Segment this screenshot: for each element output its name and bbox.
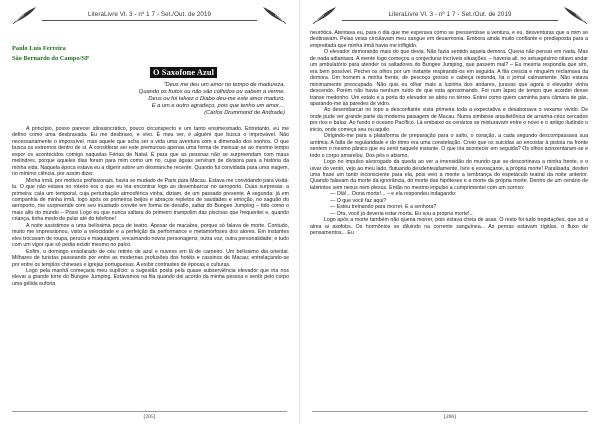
page-number: [206] [444, 414, 456, 420]
author-block [12, 44, 89, 63]
header-divider [42, 20, 257, 21]
right-page [300, 0, 600, 424]
story-body [310, 30, 588, 237]
paragraph: Enfim, o domingo ensolarado de céu retinto de azul e nuvens em lã de carneiro. Um belíssimo dia oriental. Milhares de turistas passeando por entre as modernas profusões dos hotéis e cassinos de Macau; entrelaçando-se por entre os templos chineses e igrejas portuguesas. A exibir contrastes de épocas e culturas. [12, 248, 289, 268]
paragraph: A noite assistimos a uma belíssima peça de teatro. Apesar de macabra, porque só falava de morte. Contudo, muito me impressionou, visto a velocidade e a perfeição da performance e metamorfoses dos atores. Em instantes eles trocavam de roupa, peruca e maquiagem, encarnando novos personagens; outra voz, outra personalidade; e tudo com um vigor que só pedia existir mesmo no palco. [12, 222, 289, 249]
epigraph-attribution: (Carlos Drummond de Andrade) [204, 109, 285, 116]
quill-pen-icon [261, 5, 287, 25]
paragraph: Logo pela manhã começaria meu suplício: a sugestão posta pela quase subserviência elevador que iria nos elevar a grande torre do Bungee Jumping. Estávamos na fila quando dei acordo da minha pessoa e sentir pelo corpo uma gélida euforia [12, 267, 289, 287]
dialogue-line: — Estou treinando para morrer. E a senhora? [330, 204, 437, 211]
paragraph: A princípio, posso parecer idiossincrático, pouco circunspecto e um tanto ensimesmado. Entretanto, eu me defino como uma desbravada. Eu me desbravo, e vivo. É meu ver, é alguém que busca o improvável. Não necessariamente o impossível, mas aquele que acha ser a vida uma aventura com a dimensão dos sonhos. O que busca os extremos dentro de si. A considerar ser este premuroso apenas uma forma de insinuar-se ao mesmo tempo expor os acontecidos comigo naquelas Férias de Natal. É para que as pessoas não se surpreendam com maus melindres, porque aqueles dias foram para mim como um rio, cujas águas serviram de divisora para a história da minha vida. Naquela época estava eu a digerir sobre um desmanche recente. Quando fui convidada para uma viagem, no mínimo ciência, por assim dizer. [12, 126, 289, 178]
author-name: Paulo Luís Ferreira [12, 45, 66, 52]
page-number: [205] [143, 414, 156, 420]
epigraph-line: Quando os frutos ou não são colhidos ou sabem a verme. [138, 88, 285, 95]
footer-divider [312, 411, 588, 412]
paragraph: Dirigindo-me para a plataforma de preparação para o salto, o coração, a cada segundo descompassava sua arritmia. A falta de regularidade e do ritmo era uma constelação. Creio que os suicidas ao encostar à pistola na fronte sentem o mesmo pânico que eu senti naquele instante. O que iria acontecer em seguida? Os olhos acinzentaram-se e todo o corpo amarelou. Dos pés o abismo. [310, 133, 588, 159]
dialogue-line: — Ora, você já deveria estar morta. Eu sou a própria morte!... [330, 210, 474, 217]
epigraph [105, 82, 285, 117]
paragraph: Logo no impulso alvorogado da queda ao ver a imensidão do mundo que se descortinava a minha frente, e o uivar do vento, vejo ao meu lado, flutuando desdenteadamente, livre e esvoaçante, a própria morte! Paralisada, desferi uma frase um tanto inconsciente para ela, pois veio a mente a lembrança do espetáculo teatral da noite anterior. Quando falavam da morte da ignorância, do morte das hipóteses e a morte da própria morte. Dentro de um cenário de labirintos sem nexus nem plexus. Então no mesmo impulso a cumprimentei com um sorriso: [310, 159, 588, 191]
journal-header: LiteraLivre Vl. 3 - nº 1 7 - Set./Out. de 2019 [87, 11, 212, 18]
paragraph: Minha irmã, por motivos profissionais, havia se mudado de Paris para Macau. Estava me convidando para visitá-la. O que não estava no roteiro era o que eu iria encontrar logo ao desembarcar no aeroporto. Duas surpresas: a primeira: caía um temporal, cuja perturbação atmosférica vinha, diziam, de um passado presente. A segunda: já em companhia de minha irmã, logo após os primeiros beijos e abraços repletos de saudades e emoção, no saguão do aeroporto, me surpreende com seu inusitado convite em forma de desafio, saltar do Bungee Jumping – tido como o mais alto do mundo – Possi Logo eu que nunca saltara do primeiro trampolim das piscinas que frequentei e, quando criança, tinha medo de pular até do telefone! [12, 177, 289, 223]
paragraph: Ao desembarcar no topo a desconfiante vista primeira toda a expectativa e desabonava o vexame vivido. De onde pude ver grande parte da moderna paisagem de Macau. Numa simbiose arquitetônica de arranha-céus cercados por rios e baías. Ao fundo o oceano Pacífico. Lá embaixo os cenários se misturavam entre o novo e o antigo iludindo o inicio, onde começa seu ou aquilo. [310, 107, 588, 133]
author-location: São Bernardo do Campo/SP [12, 54, 89, 62]
quill-pen-icon [562, 5, 588, 25]
dialogue-block [310, 191, 588, 217]
epigraph-line: E a um e outro agradeço, pois que tenho um amor.... [151, 102, 285, 109]
footer-divider [12, 411, 287, 412]
story-body [12, 126, 289, 287]
story-title: O Saxofone Azul [150, 67, 217, 78]
epigraph-line: "Deus me deu um amor no tempo de madureza, [163, 82, 285, 88]
paragraph: Logo após a morte também não queria morrer, pois estava cheia de asas. O resto foi tudo trepidações, que só a alma ai asofobs. Os hormônios se diluindo na corrente sanguínea... As pernas estavam rígidas, o fluxo de pensamentos... Eu [310, 217, 588, 237]
epigraph-line: Deus ou foi talvez o Diabo deu-me este amor maduro, [148, 95, 285, 102]
journal-header: LiteraLivre Vl. 3 - nº 1 7 - Set./Out. de 2019 [388, 11, 512, 18]
page-header [10, 5, 289, 25]
dialogue-line: — O que você faz aqui? [330, 197, 387, 204]
header-divider [342, 20, 558, 21]
paragraph: O elevador demorando mais do que devia. Não fazia sentido aquela demora. Queria não pensar em nada. Mas de nada adiantava. A mente logo começou a conjecturar incríveis situações. – haveria ali, no setuagésimo oitavo andar um ambulatório para atender os saltadores do Bungee Jumping, que passem mal? – Eu mesma respondia que sim, era bem possível. Pechei os olhos por um instante respirando-os em seguida. A fila crescia e ninguém reclamava da demora. Um homem a minha frente, de pescoço grosso e cabeça redonda, lia o jornal calmamente. Não estava minimamente preocupado. Não quis eu olhar mais a luzinha dos andares, juravas que agora o elevador vinha descendo. Porém não havia nenhum ruído de que esta aproximando. Foi num lapso de tempo que acordei desse transe medonho. Um estalo e a porta do elevador se abriu no térreo. Entrei como quem caminha para câmara de gás, aparando-me às paredes de vidro. [310, 49, 588, 107]
dialogue-line: — Olá!... Dona morte!... – e ela respondeu indagando: [330, 191, 457, 198]
page-header [310, 5, 590, 25]
paragraph: neurótica. Atentava eu, para o dia que me esperava como se pressentisse a ventura, e eu, desventuras que a mim se destinavam. Pelas veias circulavam meu sangue em desarmonia. Embora ainda muito confiante e predisposta para a empreitada que minha irmã havia me infligido. [310, 30, 588, 49]
